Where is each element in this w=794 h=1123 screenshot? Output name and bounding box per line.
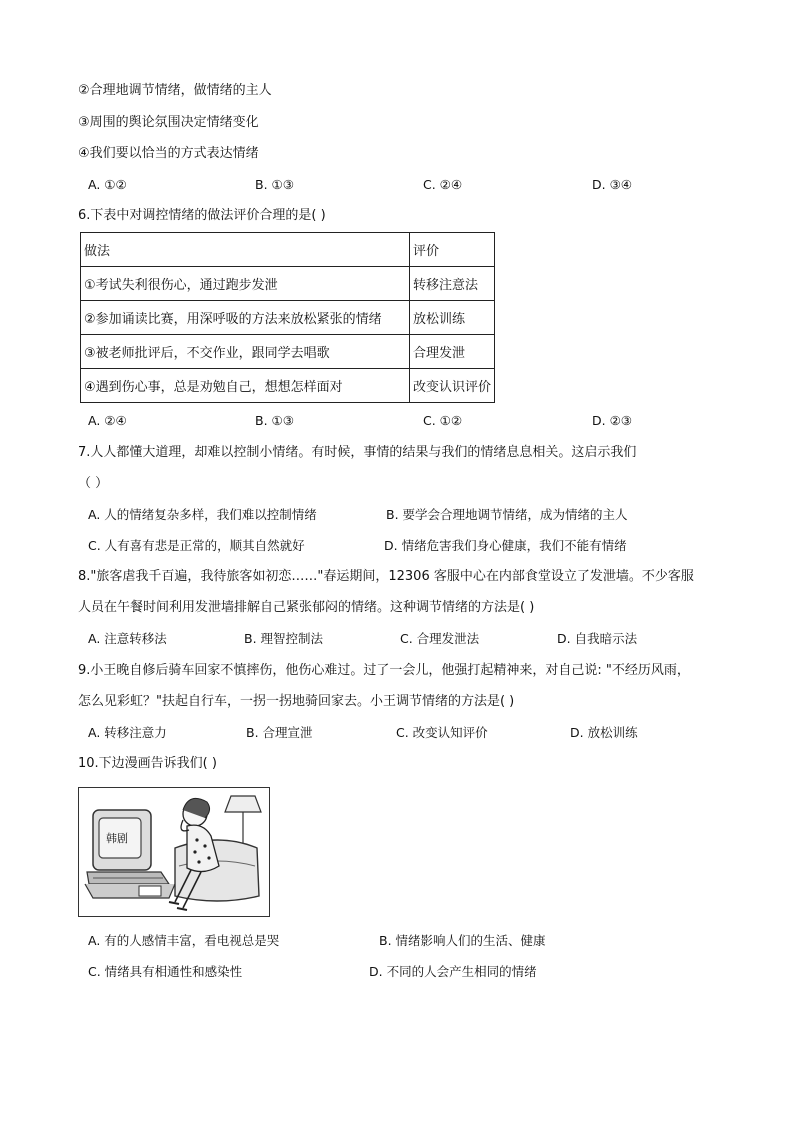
table-header-evaluation: 评价: [410, 233, 495, 267]
q9-option-c: C. 改变认知评价: [396, 725, 488, 740]
q6-option-b: B. ①③: [255, 413, 294, 428]
cartoon-illustration: [79, 788, 269, 916]
q5-option-c: C. ②④: [423, 177, 463, 192]
q9-stem-line2: 怎么见彩虹？"扶起自行车，一拐一拐地骑回家去。小王调节情绪的方法是( ): [78, 694, 515, 709]
q9-stem-line1: 9.小王晚自修后骑车回家不慎摔伤，他伤心难过。过了一会儿，他强打起精神来，对自己说: "不经历风雨，: [78, 663, 690, 678]
table-cell-evaluation: 转移注意法: [410, 267, 495, 301]
q9-option-b: B. 合理宣泄: [246, 725, 313, 740]
q10-option-d: D. 不同的人会产生相同的情绪: [369, 964, 537, 979]
q9-option-a: A. 转移注意力: [88, 725, 167, 740]
table-header-method: 做法: [81, 233, 410, 267]
q10-option-b: B. 情绪影响人们的生活、健康: [379, 933, 546, 948]
table-cell-method: ④遇到伤心事，总是劝勉自己，想想怎样面对: [81, 369, 410, 403]
cartoon-tv-label: 韩剧: [106, 832, 128, 845]
table-cell-method: ③被老师批评后，不交作业，跟同学去唱歌: [81, 335, 410, 369]
table-cell-evaluation: 合理发泄: [410, 335, 495, 369]
q10-stem: 10.下边漫画告诉我们( ): [78, 756, 217, 771]
q8-stem-line2: 人员在午餐时间利用发泄墙排解自己紧张郁闷的情绪。这种调节情绪的方法是( ): [78, 600, 535, 615]
q7-stem-line2: （ ）: [78, 476, 109, 491]
q5-option-a: A. ①②: [88, 177, 127, 192]
table-row: [81, 267, 495, 301]
q10-option-a: A. 有的人感情丰富，看电视总是哭: [88, 933, 280, 948]
q10-option-c: C. 情绪具有相通性和感染性: [88, 964, 243, 979]
q6-option-a: A. ②④: [88, 413, 127, 428]
table-cell-evaluation: 改变认识评价: [410, 369, 495, 403]
q7-option-c: C. 人有喜有悲是正常的，顺其自然就好: [88, 538, 305, 553]
q6-option-d: D. ②③: [592, 413, 632, 428]
q7-option-d: D. 情绪危害我们身心健康，我们不能有情绪: [384, 538, 627, 553]
q6-evaluation-table: [80, 232, 495, 403]
q5-item-4: ④我们要以恰当的方式表达情绪: [78, 146, 259, 161]
q6-option-c: C. ①②: [423, 413, 463, 428]
q7-stem-line1: 7.人人都懂大道理，却难以控制小情绪。有时候，事情的结果与我们的情绪息息相关。这启示我们: [78, 445, 637, 460]
q8-option-b: B. 理智控制法: [244, 631, 324, 646]
q8-stem-line1: 8."旅客虐我千百遍，我待旅客如初恋……"春运期间，12306 客服中心在内部食堂设立了发泄墙。不少客服: [78, 569, 694, 584]
q5-item-2: ②合理地调节情绪，做情绪的主人: [78, 83, 272, 98]
table-row: [81, 301, 495, 335]
cartoon-image: [78, 787, 270, 917]
table-row: [81, 369, 495, 403]
table-cell-method: ②参加诵读比赛，用深呼吸的方法来放松紧张的情绪: [81, 301, 410, 335]
q8-option-d: D. 自我暗示法: [557, 631, 638, 646]
q6-stem: 6.下表中对调控情绪的做法评价合理的是( ): [78, 208, 326, 223]
q8-option-a: A. 注意转移法: [88, 631, 167, 646]
table-row: [81, 335, 495, 369]
table-header-row: [81, 233, 495, 267]
q5-option-b: B. ①③: [255, 177, 294, 192]
q9-option-d: D. 放松训练: [570, 725, 638, 740]
table-cell-evaluation: 放松训练: [410, 301, 495, 335]
table-cell-method: ①考试失利很伤心，通过跑步发泄: [81, 267, 410, 301]
q8-option-c: C. 合理发泄法: [400, 631, 480, 646]
q7-option-a: A. 人的情绪复杂多样，我们难以控制情绪: [88, 507, 317, 522]
q5-item-3: ③周围的舆论氛围决定情绪变化: [78, 115, 259, 130]
q5-option-d: D. ③④: [592, 177, 632, 192]
q7-option-b: B. 要学会合理地调节情绪，成为情绪的主人: [386, 507, 628, 522]
